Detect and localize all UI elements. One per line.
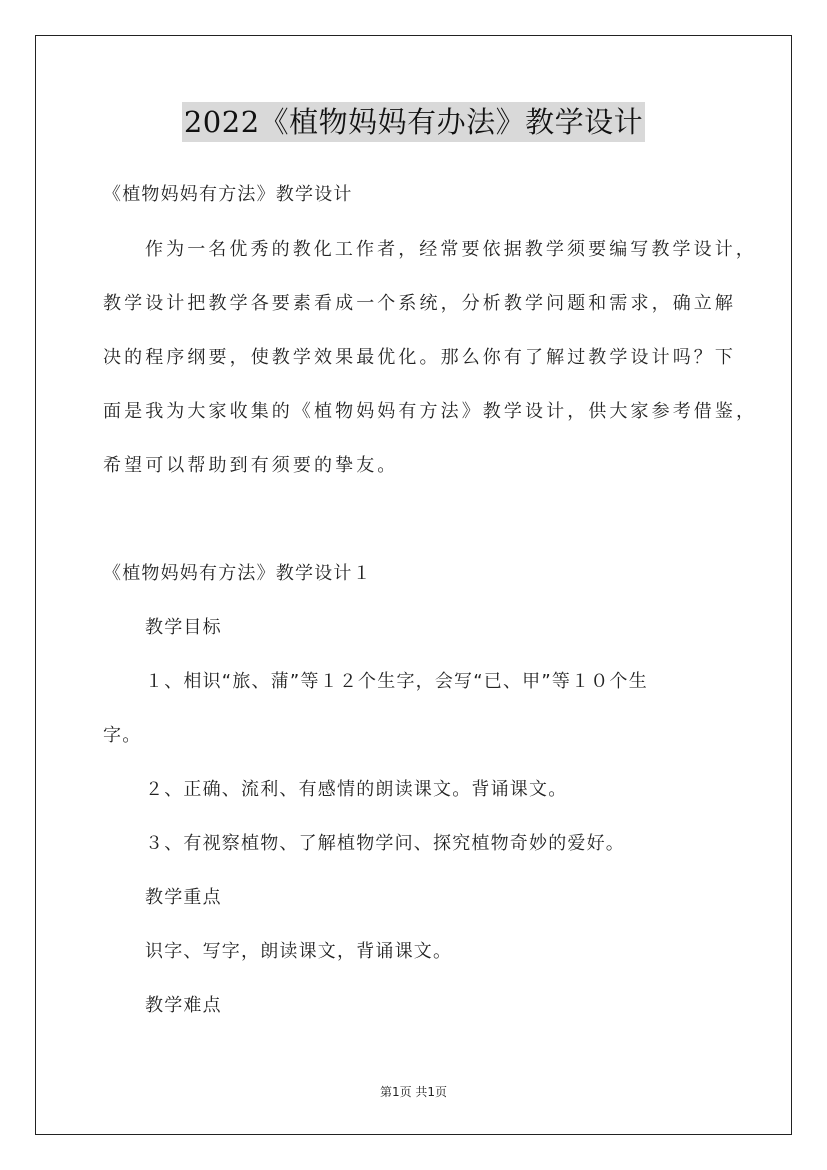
subtitle: 《植物妈妈有方法》教学设计	[103, 184, 353, 205]
goal-1-line-2: 字。	[103, 725, 142, 746]
page-number: 第1页 共1页	[379, 1085, 448, 1099]
title-container	[0, 102, 827, 142]
goal-1-line-1: １、相识“旅、蒲”等１２个生字，会写“已、甲”等１０个生	[145, 671, 648, 692]
intro-line-4: 面是我为大家收集的《植物妈妈有方法》教学设计，供大家参考借鉴，	[103, 401, 758, 422]
key-text: 识字、写字，朗读课文，背诵课文。	[145, 941, 453, 962]
difficulty-heading: 教学难点	[145, 995, 222, 1016]
section-heading: 《植物妈妈有方法》教学设计１	[103, 563, 372, 584]
intro-line-5: 希望可以帮助到有须要的挚友。	[103, 455, 399, 476]
goal-2: ２、正确、流利、有感情的朗读课文。背诵课文。	[145, 779, 568, 800]
page-footer	[0, 1083, 827, 1101]
key-heading: 教学重点	[145, 887, 222, 908]
document-title: 2022《植物妈妈有办法》教学设计	[182, 102, 645, 142]
intro-line-2: 教学设计把教学各要素看成一个系统，分析教学问题和需求，确立解	[103, 293, 736, 314]
intro-line-1: 作为一名优秀的教化工作者，经常要依据教学须要编写教学设计，	[145, 239, 757, 260]
goals-heading: 教学目标	[145, 617, 222, 638]
goal-3: ３、有视察植物、了解植物学问、探究植物奇妙的爱好。	[145, 833, 625, 854]
intro-line-3: 决的程序纲要，使教学效果最优化。那么你有了解过教学设计吗？下	[103, 347, 736, 368]
